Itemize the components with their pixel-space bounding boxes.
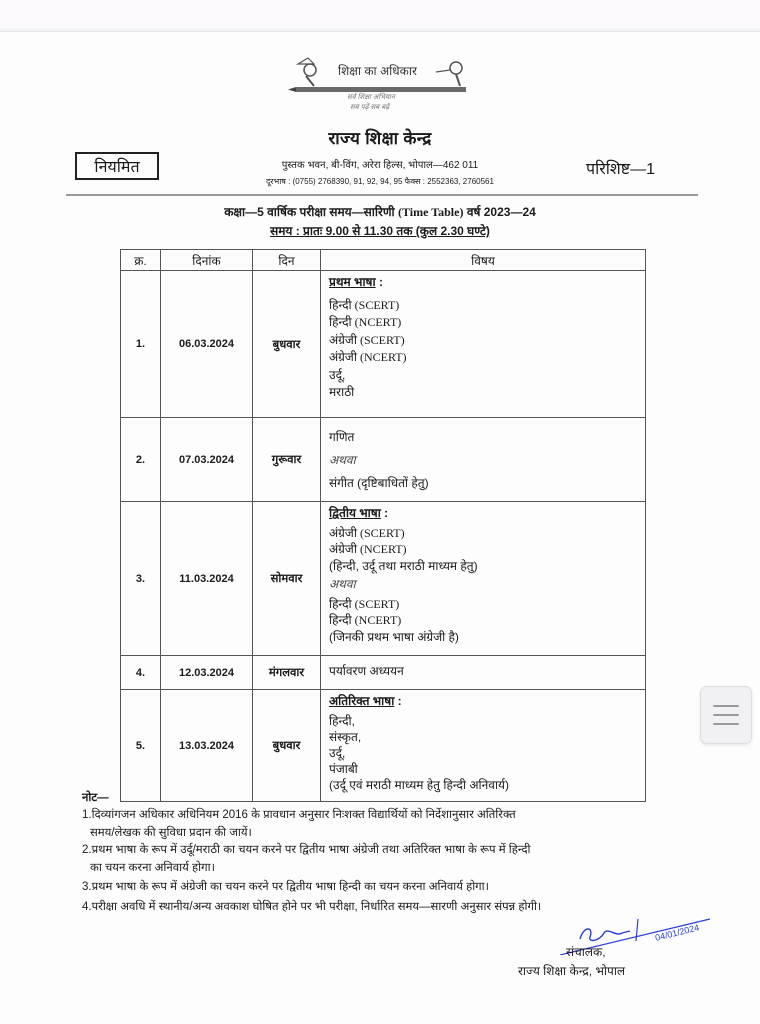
col-header-date: दिनांक (161, 250, 253, 271)
address: पुस्तक भवन, बी-विंग, अरेरा हिल्स, भोपाल—462 011 (281, 160, 479, 171)
logo-title: शिक्षा का अधिकार (338, 64, 417, 78)
cell-date: 07.03.2024 (161, 418, 253, 502)
subject-line: अंग्रेजी (NCERT) (329, 350, 407, 364)
exam-time (0, 222, 760, 239)
cell-sno: 1. (121, 271, 161, 418)
subject-line: संस्कृत, (329, 730, 362, 744)
col-header-day: दिन (253, 250, 321, 271)
subject-line: हिन्दी (NCERT) (329, 613, 402, 627)
signature-date: 04/01/2024 (654, 922, 701, 943)
cell-day: गुरूवार (253, 418, 321, 502)
subject-line: संगीत (दृष्टिबाधितों हेतु) (329, 476, 429, 490)
logo-subtitle-1: सर्व शिक्षा अभियान (347, 94, 395, 101)
table-row (121, 271, 646, 418)
organization-name: राज्य शिक्षा केन्द्र (328, 129, 432, 148)
subject-line: अंग्रेजी (SCERT) (329, 332, 405, 347)
subject-line: (उर्दू एवं मराठी माध्यम हेतु हिन्दी अनिवार्य) (329, 778, 510, 792)
subject-line: अंग्रेजी (NCERT) (329, 542, 407, 556)
title-english: (Time Table) (398, 205, 464, 219)
cell-day: बुधवार (253, 690, 321, 802)
notes-section (82, 790, 698, 916)
cell-subject (321, 271, 646, 418)
cell-sno: 3. (121, 502, 161, 656)
subject-line: (जिनकी प्रथम भाषा अंग्रेजी है) (329, 629, 459, 644)
or-label: अथवा (329, 577, 356, 591)
subject-heading: प्रथम भाषा : (329, 275, 383, 289)
pencil-body (296, 87, 466, 92)
signatory-office: राज्य शिक्षा केन्द्र, भोपाल (518, 964, 626, 978)
timetable-title (0, 203, 760, 220)
note-item: 4.परीक्षा अवधि में स्थानीय/अन्य अवकाश घोषित होने पर भी परीक्षा, निर्धारित समय—सारणी अनुसार संपन्न होगी। (82, 900, 542, 913)
subject-line: मराठी (329, 385, 355, 399)
col-header-subject: विषय (321, 250, 646, 271)
header-divider (66, 194, 698, 196)
logo-subtitle-2: सब पढ़ें सब बढ़ें (350, 104, 390, 111)
subject-heading: द्वितीय भाषा : (329, 506, 389, 520)
table-row (121, 690, 646, 802)
subject-line: अंग्रेजी (SCERT) (329, 525, 405, 540)
subject-line: पंजाबी (329, 762, 358, 776)
viewer-top-strip (0, 0, 760, 28)
note-item: 1.दिव्यांगजन अधिकार अधिनियम 2016 के प्रावधान अनुसार निःशक्त विद्यार्थियों को निर्देशानुसार अतिरिक्त समय/लेखक की सुविधा प्रदान की जायें। (82, 809, 516, 839)
notes-heading: नोट— (82, 792, 109, 804)
title-year: वर्ष 2023—24 (466, 205, 536, 219)
subject-line: उर्दू, (329, 746, 346, 760)
table-row (121, 656, 646, 690)
subject-heading: अतिरिक्त भाषा : (329, 694, 402, 708)
or-label: अथवा (329, 453, 356, 467)
pencil-tip (288, 87, 296, 92)
category-label: नियमित (94, 159, 140, 176)
cell-day: मंगलवार (253, 656, 321, 690)
subject-line: उर्दू, (329, 367, 346, 382)
table-row (121, 418, 646, 502)
table-row (121, 502, 646, 656)
note-item: 3.प्रथम भाषा के रूप में अंग्रेजी का चयन करने पर द्वितीय भाषा हिन्दी का चयन करना अनिवार्य होगा। (82, 881, 489, 893)
cell-sno: 2. (121, 418, 161, 502)
subject-line: पर्यावरण अध्ययन (329, 663, 404, 678)
cell-date: 13.03.2024 (161, 690, 253, 802)
phone-fax: दूरभाष : (0755) 2768390, 91, 92, 94, 95 फैक्स : 2552363, 2760561 (266, 177, 494, 186)
child-figure-right (450, 62, 462, 74)
cell-subject (321, 502, 646, 656)
cell-sno: 4. (121, 656, 161, 690)
subject-line: हिन्दी (NCERT) (329, 315, 402, 329)
subject-line: (हिन्दी, उर्दू तथा मराठी माध्यम हेतु) (329, 558, 478, 573)
table-header-row (121, 250, 646, 271)
subject-line: हिन्दी (SCERT) (329, 596, 400, 611)
document-menu-button[interactable] (700, 686, 752, 744)
title-hindi: कक्षा—5 वार्षिक परीक्षा समय—सारिणी (224, 205, 395, 219)
timetable-table (120, 249, 646, 802)
signatory-designation: संचालक, (566, 945, 606, 959)
exam-time-text: समय : प्रातः 9.00 से 11.30 तक (कुल 2.30 घण्टे) (270, 224, 490, 238)
appendix-label: परिशिष्ट—1 (586, 161, 656, 178)
cell-date: 06.03.2024 (161, 271, 253, 418)
cell-sno: 5. (121, 690, 161, 802)
note-item: 2.प्रथम भाषा के रूप में उर्दू/मराठी का चयन करने पर द्वितीय भाषा अंग्रेजी तथा अतिरिक्त भाषा के रूप में हिन्दी का चयन करना अनिवार्य होगा। (82, 844, 531, 874)
subject-line: गणित (329, 430, 355, 444)
child-figure-left (304, 64, 316, 76)
book-icon (298, 58, 314, 64)
cell-day: बुधवार (253, 271, 321, 418)
col-header-sno: क्र. (121, 250, 161, 271)
cell-date: 12.03.2024 (161, 656, 253, 690)
cell-subject (321, 690, 646, 802)
cell-subject (321, 656, 646, 690)
cell-subject (321, 418, 646, 502)
cell-day: सोमवार (253, 502, 321, 656)
cell-date: 11.03.2024 (161, 502, 253, 656)
subject-line: हिन्दी (SCERT) (329, 297, 400, 312)
subject-line: हिन्दी, (329, 714, 356, 728)
document-menu-icon (713, 705, 739, 725)
